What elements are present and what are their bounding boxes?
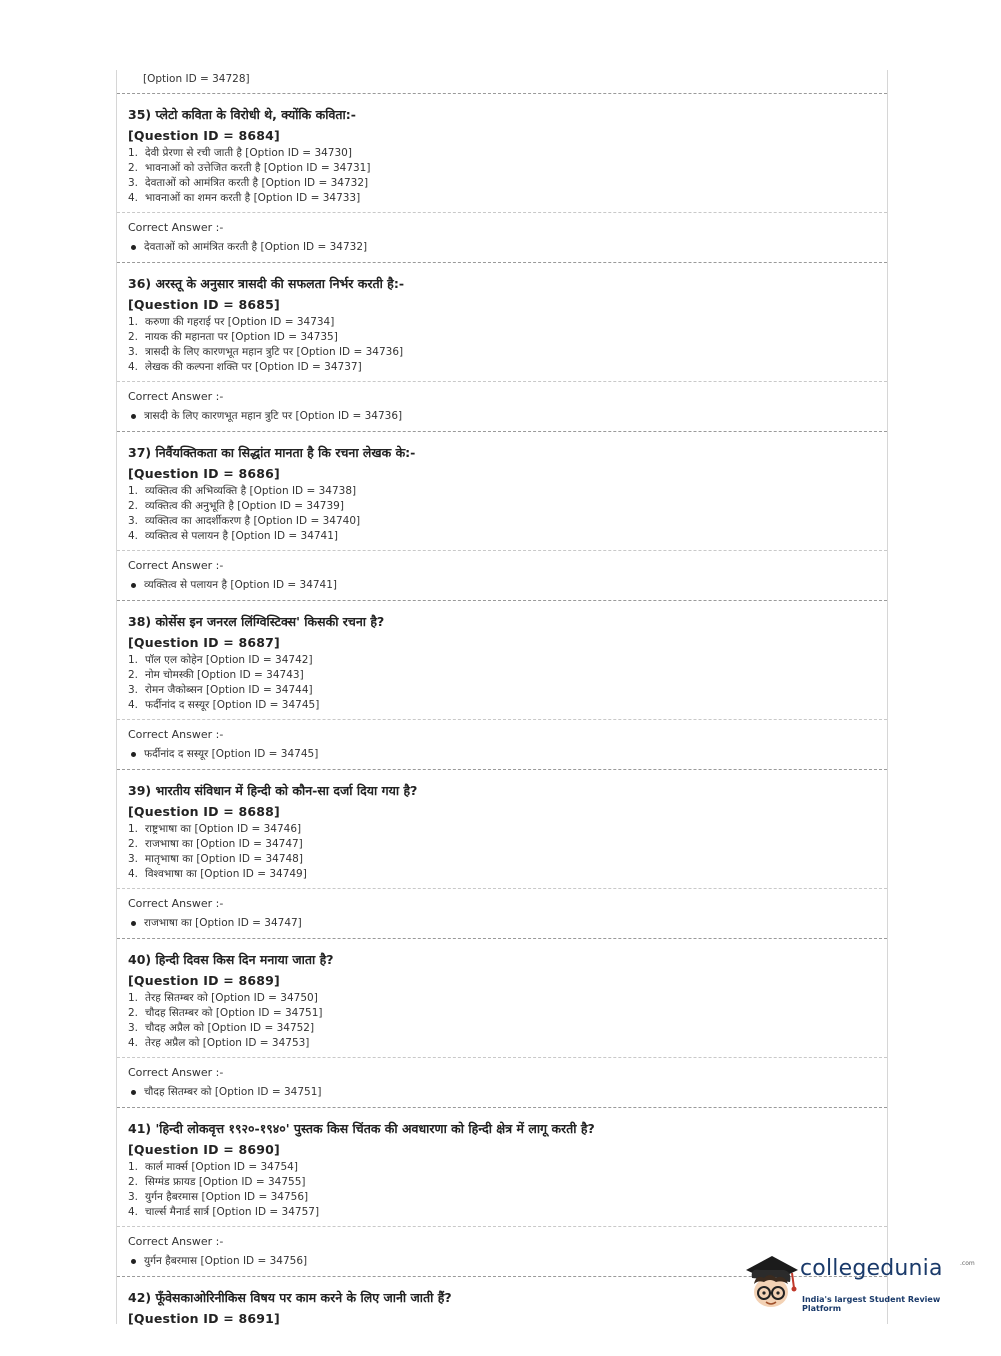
option-item (128, 991, 887, 1006)
question-block (117, 770, 887, 939)
option-item (128, 499, 887, 514)
option-number: 1. (128, 147, 139, 159)
bullet-icon (131, 583, 136, 588)
option-number: 3. (128, 177, 139, 189)
question-block (117, 939, 887, 1108)
option-text: पॉल एल कोहेन [Option ID = 34742] (145, 654, 313, 666)
option-text: देवी प्रेरणा से रची जाती है [Option ID = 34730] (145, 147, 352, 159)
option-item (128, 1021, 887, 1036)
option-item (128, 1006, 887, 1021)
option-item (128, 668, 887, 683)
correct-answer-label: Correct Answer :- (128, 221, 224, 234)
option-item (128, 1036, 887, 1051)
option-number: 3. (128, 853, 139, 865)
option-number: 2. (128, 331, 139, 343)
option-item (128, 191, 887, 206)
option-item (128, 315, 887, 330)
option-text: विश्वभाषा का [Option ID = 34749] (145, 868, 307, 880)
correct-answer-text: फर्दीनांद द सस्यूर [Option ID = 34745] (144, 748, 319, 760)
option-text: लेखक की कल्पना शक्ति पर [Option ID = 34737] (145, 361, 362, 373)
option-number: 4. (128, 192, 139, 204)
option-item (128, 514, 887, 529)
question-block (117, 263, 887, 432)
question-paper-page (116, 70, 888, 1324)
question-block (117, 601, 887, 770)
option-item (128, 146, 887, 161)
option-number: 4. (128, 530, 139, 542)
option-number: 1. (128, 654, 139, 666)
option-item (128, 698, 887, 713)
correct-answer-text: चौदह सितम्बर को [Option ID = 34751] (144, 1086, 322, 1098)
option-item (128, 867, 887, 882)
option-text: भावनाओं का शमन करती है [Option ID = 34733] (145, 192, 361, 204)
question-title: 37) निर्वैयक्तिकता का सिद्धांत मानता है कि रचना लेखक के:- (128, 445, 416, 460)
logo-tagline: India's largest Student Review Platform (802, 1295, 941, 1313)
option-item (128, 1190, 887, 1205)
question-id: [Question ID = 8691] (128, 1311, 280, 1326)
option-text: सिग्मंड फ्रायड [Option ID = 34755] (145, 1176, 306, 1188)
correct-answer-label: Correct Answer :- (128, 390, 224, 403)
question-body (117, 263, 887, 381)
option-item (128, 176, 887, 191)
option-number: 2. (128, 1007, 139, 1019)
question-block (117, 94, 887, 263)
correct-answer-value (128, 1085, 887, 1099)
option-number: 3. (128, 684, 139, 696)
question-title: 40) हिन्दी दिवस किस दिन मनाया जाता है? (128, 952, 334, 967)
option-number: 4. (128, 1206, 139, 1218)
question-id: [Question ID = 8689] (128, 973, 280, 988)
option-item (128, 653, 887, 668)
collegedunia-logo[interactable] (742, 1248, 975, 1318)
option-text: रोमन जैकोब्सन [Option ID = 34744] (145, 684, 313, 696)
correct-answer-section (117, 719, 887, 769)
question-body (117, 601, 887, 719)
correct-answer-text: व्यक्तित्व से पलायन है [Option ID = 34741] (144, 579, 338, 591)
question-id: [Question ID = 8686] (128, 466, 280, 481)
bullet-icon (131, 1090, 136, 1095)
option-text: व्यक्तित्व की अभिव्यक्ति है [Option ID = 34738] (145, 485, 357, 497)
question-title: 38) कोर्सेस इन जनरल लिंग्विस्टिक्स' किसकी रचना है? (128, 614, 385, 629)
question-id: [Question ID = 8690] (128, 1142, 280, 1157)
question-id: [Question ID = 8687] (128, 635, 280, 650)
option-number: 4. (128, 1037, 139, 1049)
option-item (128, 345, 887, 360)
correct-answer-section (117, 381, 887, 431)
question-block (117, 432, 887, 601)
question-body (117, 939, 887, 1057)
correct-answer-label: Correct Answer :- (128, 1066, 224, 1079)
question-id: [Question ID = 8684] (128, 128, 280, 143)
option-text: मातृभाषा का [Option ID = 34748] (145, 853, 303, 865)
option-text: कार्ल मार्क्स [Option ID = 34754] (145, 1161, 298, 1173)
bullet-icon (131, 752, 136, 757)
option-item (128, 484, 887, 499)
bullet-icon (131, 245, 136, 250)
correct-answer-section (117, 212, 887, 262)
question-title: 35) प्लेटो कविता के विरोधी थे, क्योंकि कविता:- (128, 107, 356, 122)
correct-answer-label: Correct Answer :- (128, 897, 224, 910)
option-text: तेरह सितम्बर को [Option ID = 34750] (145, 992, 318, 1004)
bullet-icon (131, 921, 136, 926)
question-id: [Question ID = 8688] (128, 804, 280, 819)
correct-answer-text: देवताओं को आमंत्रित करती है [Option ID = 34732] (144, 241, 368, 253)
correct-answer-value (128, 916, 887, 930)
question-body (117, 432, 887, 550)
option-number: 1. (128, 1161, 139, 1173)
correct-answer-value (128, 578, 887, 592)
correct-answer-value (128, 747, 887, 761)
option-item (128, 822, 887, 837)
option-item (128, 330, 887, 345)
option-number: 1. (128, 316, 139, 328)
bullet-icon (131, 1259, 136, 1264)
question-list (117, 94, 887, 1277)
option-number: 3. (128, 346, 139, 358)
question-title: 39) भारतीय संविधान में हिन्दी को कौन-सा दर्जा दिया गया है? (128, 783, 418, 798)
option-item (128, 1160, 887, 1175)
option-number: 2. (128, 162, 139, 174)
question-title: 41) 'हिन्दी लोकवृत्त १९२०-१९४०' पुस्तक किस चिंतक की अवधारणा को हिन्दी क्षेत्र में लागू करती है? (128, 1121, 595, 1136)
question-id: [Question ID = 8685] (128, 297, 280, 312)
option-number: 2. (128, 1176, 139, 1188)
correct-answer-section (117, 888, 887, 938)
correct-answer-section (117, 550, 887, 600)
option-number: 4. (128, 699, 139, 711)
option-number: 3. (128, 1191, 139, 1203)
logo-wordmark: collegedunia (800, 1256, 943, 1281)
option-text: चौदह सितम्बर को [Option ID = 34751] (145, 1007, 323, 1019)
correct-answer-label: Correct Answer :- (128, 559, 224, 572)
option-item (128, 837, 887, 852)
bullet-icon (131, 414, 136, 419)
correct-answer-label: Correct Answer :- (128, 728, 224, 741)
correct-answer-text: युर्गन हैबरमास [Option ID = 34756] (144, 1255, 308, 1267)
option-text: देवताओं को आमंत्रित करती है [Option ID = 34732] (145, 177, 369, 189)
previous-option-line: [Option ID = 34728] (117, 70, 887, 94)
option-number: 2. (128, 500, 139, 512)
correct-answer-value (128, 240, 887, 254)
option-number: 3. (128, 515, 139, 527)
question-title: 36) अरस्तू के अनुसार त्रासदी की सफलता निर्भर करती है:- (128, 276, 405, 291)
option-text: राजभाषा का [Option ID = 34747] (145, 838, 303, 850)
option-text: व्यक्तित्व की अनुभूति है [Option ID = 34739] (145, 500, 344, 512)
option-item (128, 1175, 887, 1190)
option-item (128, 852, 887, 867)
option-text: व्यक्तित्व का आदर्शीकरण है [Option ID = 34740] (145, 515, 361, 527)
option-number: 4. (128, 361, 139, 373)
correct-answer-label: Correct Answer :- (128, 1235, 224, 1248)
option-number: 2. (128, 669, 139, 681)
logo-domain-suffix: .com (960, 1260, 975, 1267)
option-number: 2. (128, 838, 139, 850)
question-title: 42) फूँवेसकाओरिनीकिस विषय पर काम करने के लिए जानी जाती हैं? (128, 1290, 452, 1305)
option-number: 4. (128, 868, 139, 880)
option-number: 1. (128, 992, 139, 1004)
option-text: करुणा की गहराई पर [Option ID = 34734] (145, 316, 335, 328)
option-text: त्रासदी के लिए कारणभूत महान त्रुटि पर [Option ID = 34736] (145, 346, 404, 358)
option-number: 1. (128, 823, 139, 835)
option-text: नायक की महानता पर [Option ID = 34735] (145, 331, 338, 343)
option-item (128, 683, 887, 698)
option-text: व्यक्तित्व से पलायन है [Option ID = 34741] (145, 530, 339, 542)
option-text: भावनाओं को उत्तेजित करती है [Option ID = 34731] (145, 162, 371, 174)
option-item (128, 529, 887, 544)
correct-answer-text: त्रासदी के लिए कारणभूत महान त्रुटि पर [Option ID = 34736] (144, 410, 403, 422)
option-item (128, 360, 887, 375)
option-item (128, 1205, 887, 1220)
graduate-mascot-icon (742, 1248, 802, 1318)
option-text: चौदह अप्रैल को [Option ID = 34752] (145, 1022, 315, 1034)
option-text: राष्ट्रभाषा का [Option ID = 34746] (145, 823, 302, 835)
option-text: तेरह अप्रैल को [Option ID = 34753] (145, 1037, 310, 1049)
option-text: नोम चोमस्की [Option ID = 34743] (145, 669, 304, 681)
correct-answer-section (117, 1057, 887, 1107)
correct-answer-value (128, 409, 887, 423)
option-text: फर्दीनांद द सस्यूर [Option ID = 34745] (145, 699, 320, 711)
option-text: युर्गन हैबरमास [Option ID = 34756] (145, 1191, 309, 1203)
option-text: चार्ल्स मैनार्ड सार्त्र [Option ID = 34757] (145, 1206, 320, 1218)
option-number: 3. (128, 1022, 139, 1034)
correct-answer-text: राजभाषा का [Option ID = 34747] (144, 917, 302, 929)
question-body (117, 1108, 887, 1226)
option-number: 1. (128, 485, 139, 497)
option-item (128, 161, 887, 176)
question-body (117, 94, 887, 212)
question-body (117, 770, 887, 888)
